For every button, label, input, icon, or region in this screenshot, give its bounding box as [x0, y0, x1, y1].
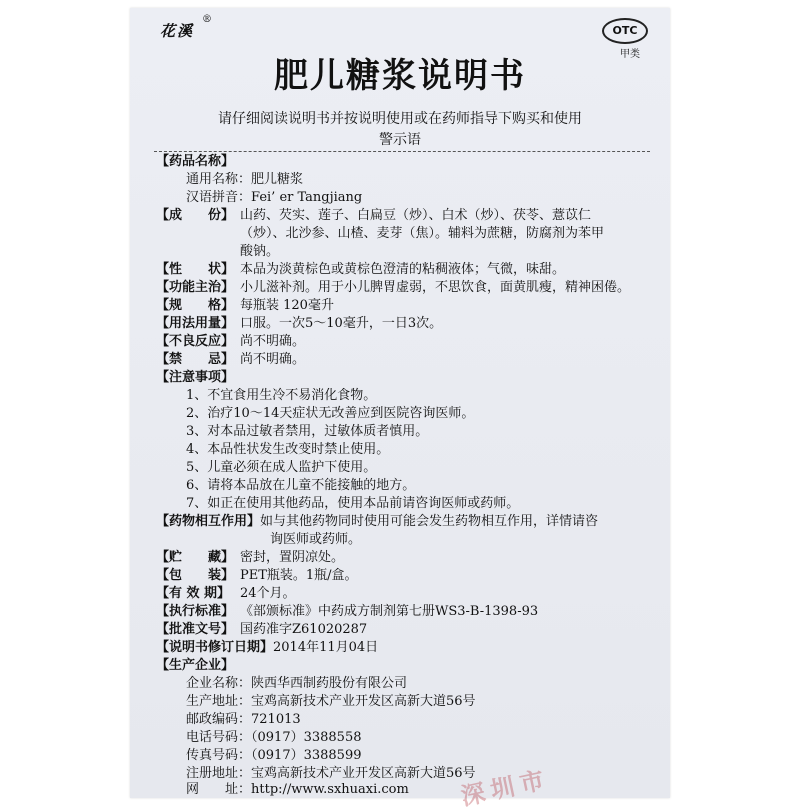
section-value: 24个月。 [240, 586, 296, 601]
section-interaction [156, 513, 598, 531]
field-label: 注册地址： [186, 766, 252, 781]
field-label: 邮政编码： [186, 712, 252, 727]
field-value: Fei’ er Tangjiang [251, 190, 363, 205]
section-spec [156, 297, 334, 315]
field-value: 宝鸡高新技术产业开发区高新大道56号 [251, 766, 476, 781]
warning-heading: 警示语 [379, 132, 421, 148]
section-value: 尚不明确。 [240, 352, 306, 367]
section-label: 【规 格】 [156, 298, 235, 313]
seal-stamp: 深圳市 [458, 764, 553, 811]
section-character [156, 261, 565, 279]
field-label: 汉语拼音： [186, 190, 252, 205]
field-value: 肥儿糖浆 [251, 172, 304, 187]
reading-notice: 请仔细阅读说明书并按说明使用或在药师指导下购买和使用 [218, 111, 582, 127]
section-drug-name [156, 153, 234, 171]
section-label: 【成 份】 [156, 208, 235, 223]
section-indication [156, 279, 630, 297]
field-label: 传真号码： [186, 748, 252, 763]
section-value: 密封，置阴凉处。 [240, 550, 345, 565]
precaution-item: 4、本品性状发生改变时禁止使用。 [186, 442, 390, 457]
precaution-item: 3、对本品过敏者禁用，过敏体质者慎用。 [186, 424, 429, 439]
field-value: （0917）3388599 [251, 748, 362, 763]
field-value: （0917）3388558 [251, 730, 362, 745]
ingredients-line-2: （炒）、北沙参、山楂、麦芽（焦）。辅料为蔗糖，防腐剂为苯甲 [240, 226, 605, 241]
section-adverse [156, 333, 305, 351]
common-name-row [186, 171, 303, 189]
field-label: 通用名称： [186, 172, 252, 187]
section-label: 【批准文号】 [156, 622, 235, 637]
otc-badge: OTC [602, 18, 648, 44]
manufacturer-row [186, 747, 362, 765]
manufacturer-row [186, 781, 409, 799]
manufacturer-row [186, 711, 301, 729]
precaution-item: 5、儿童必须在成人监护下使用。 [186, 460, 377, 475]
section-label: 【禁 忌】 [156, 352, 235, 367]
instruction-sheet [130, 8, 670, 811]
section-label: 【药物相互作用】 [156, 514, 261, 529]
field-label: 企业名称： [186, 676, 252, 691]
divider [154, 151, 650, 152]
field-label: 网 址： [186, 782, 252, 797]
section-precautions [156, 369, 234, 387]
otc-class-label: 甲类 [620, 49, 640, 60]
section-value: 2014年11月04日 [273, 640, 379, 655]
section-value: PET瓶装。1瓶/盒。 [240, 568, 358, 583]
section-value: 《部颁标准》中药成方制剂第七册WS3-B-1398-93 [240, 604, 539, 619]
section-contraindication [156, 351, 305, 369]
section-label: 【说明书修订日期】 [156, 640, 274, 655]
precaution-item: 1、不宜食用生冷不易消化食物。 [186, 388, 377, 403]
section-value: 如与其他药物同时使用可能会发生药物相互作用，详情请咨 [260, 514, 599, 529]
section-usage [156, 315, 442, 333]
section-value: 本品为淡黄棕色或黄棕色澄清的粘稠液体；气微，味甜。 [240, 262, 566, 277]
section-validity [156, 585, 296, 603]
precaution-item: 7、如正在使用其他药品，使用本品前请咨询医师或药师。 [186, 496, 520, 511]
precaution-item: 2、治疗10～14天症状无改善应到医院咨询医师。 [186, 406, 475, 421]
section-value: 尚不明确。 [240, 334, 306, 349]
section-value: 小儿滋补剂。用于小儿脾胃虚弱，不思饮食，面黄肌瘦，精神困倦。 [240, 280, 631, 295]
registered-mark: ® [202, 14, 212, 25]
section-standard [156, 603, 538, 621]
field-label: 电话号码： [186, 730, 252, 745]
section-value: 国药准字Z61020287 [240, 622, 368, 637]
section-value: 口服。一次5～10毫升，一日3次。 [240, 316, 443, 331]
section-label: 【不良反应】 [156, 334, 235, 349]
section-storage [156, 549, 344, 567]
field-label: 生产地址： [186, 694, 252, 709]
section-label: 【注意事项】 [156, 370, 235, 385]
section-ingredients [156, 207, 591, 225]
field-value: 宝鸡高新技术产业开发区高新大道56号 [251, 694, 476, 709]
section-label: 【执行标准】 [156, 604, 235, 619]
interaction-line-2: 询医师或药师。 [270, 532, 362, 547]
pinyin-row [186, 189, 362, 207]
section-label: 【功能主治】 [156, 280, 235, 295]
field-value: 陕西华西制药股份有限公司 [251, 676, 408, 691]
ingredients-line-3: 酸钠。 [240, 244, 280, 259]
manufacturer-row [186, 693, 476, 711]
section-revision [156, 639, 378, 657]
field-value: http://www.sxhuaxi.com [251, 782, 409, 797]
page-title: 肥儿糖浆说明书 [274, 56, 526, 96]
field-value: 721013 [251, 712, 301, 727]
section-label: 【有 效 期】 [156, 586, 231, 601]
section-label: 【生产企业】 [156, 658, 235, 673]
section-value: 山药、芡实、莲子、白扁豆（炒）、白术（炒）、茯苓、薏苡仁 [240, 208, 592, 223]
section-label: 【用法用量】 [156, 316, 235, 331]
section-approval [156, 621, 367, 639]
section-value: 每瓶装 120毫升 [240, 298, 334, 313]
section-label: 【药品名称】 [156, 154, 235, 169]
brand-logo: 花溪 [160, 22, 195, 40]
section-label: 【包 装】 [156, 568, 235, 583]
section-manufacturer [156, 657, 234, 675]
section-label: 【性 状】 [156, 262, 235, 277]
manufacturer-row [186, 675, 407, 693]
precaution-item: 6、请将本品放在儿童不能接触的地方。 [186, 478, 416, 493]
section-label: 【贮 藏】 [156, 550, 235, 565]
section-package [156, 567, 358, 585]
manufacturer-row [186, 729, 362, 747]
